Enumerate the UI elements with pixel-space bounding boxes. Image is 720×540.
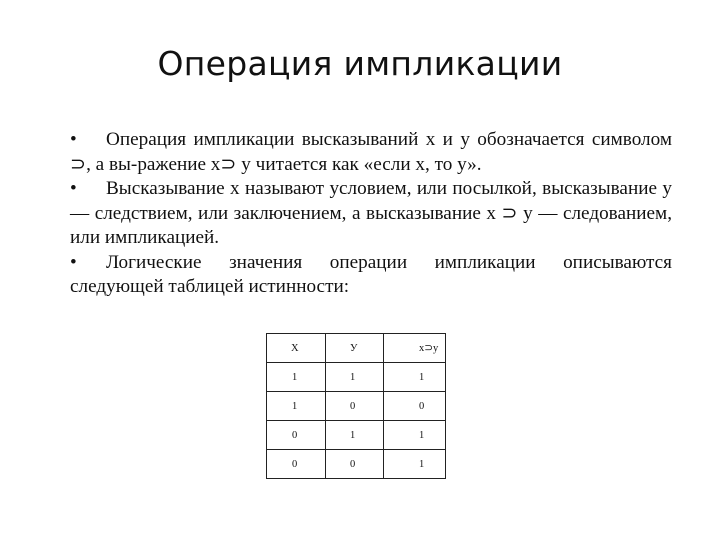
- truth-table: [266, 333, 446, 479]
- paragraph-truth-values: [70, 251, 672, 300]
- slide-title: Операция импликации: [157, 44, 563, 83]
- paragraph-text: Логические значения операции импликации описываются следующей таблицей истинности:: [70, 251, 672, 297]
- table-cell: 0: [267, 450, 326, 479]
- table-row: [267, 363, 446, 392]
- table-cell: 1: [326, 363, 384, 392]
- table-cell: 1: [384, 363, 446, 392]
- table-cell: 1: [267, 392, 326, 421]
- slide-body: [70, 128, 672, 300]
- bullet-icon: •: [70, 251, 77, 273]
- bullet-icon: •: [70, 178, 77, 199]
- paragraph-condition-consequence: [70, 177, 672, 251]
- table-row: [267, 450, 446, 479]
- table-cell: 0: [384, 392, 446, 421]
- paragraph-text: Высказывание х называют условием, или посылкой, высказывание у — следствием, или заключением, а высказывание х ⊃ у — следованием, или импликацией.: [70, 178, 672, 248]
- table-row: [267, 392, 446, 421]
- bullet-icon: •: [70, 129, 77, 150]
- table-cell: 1: [384, 421, 446, 450]
- table-cell: 0: [326, 392, 384, 421]
- table-row: [267, 421, 446, 450]
- paragraph-text: Операция импликации высказываний х и у обозначается символом ⊃, а вы-ражение х⊃ у читается как «если х, то у».: [70, 129, 672, 175]
- column-header-y: У: [326, 334, 384, 363]
- paragraph-implication-definition: [70, 128, 672, 177]
- table-cell: 1: [326, 421, 384, 450]
- table-cell: 1: [384, 450, 446, 479]
- column-header-implication: х⊃у: [384, 334, 446, 363]
- table-cell: 0: [267, 421, 326, 450]
- column-header-x: X: [267, 334, 326, 363]
- table-cell: 1: [267, 363, 326, 392]
- table-header-row: [267, 334, 446, 363]
- table-cell: 0: [326, 450, 384, 479]
